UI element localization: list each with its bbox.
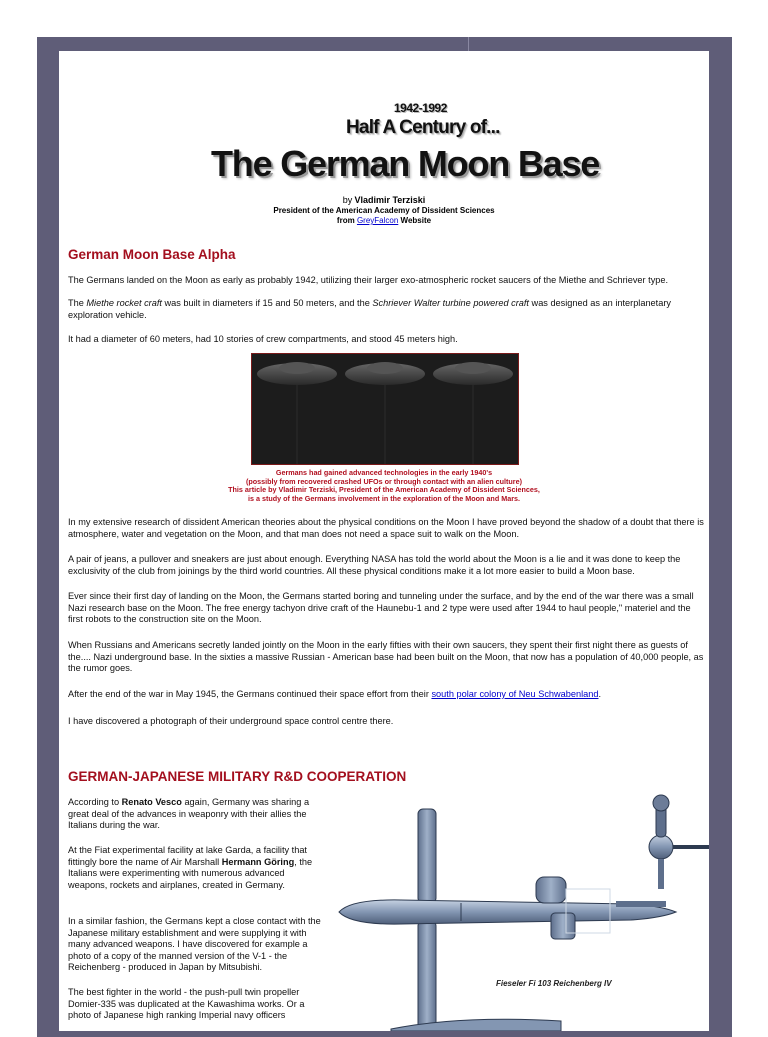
section-heading-cooperation: GERMAN-JAPANESE MILITARY R&D COOPERATION bbox=[68, 769, 407, 784]
saucer-image bbox=[252, 354, 518, 464]
paragraph: Ever since their first day of landing on the Moon, the Germans started boring and tunneling under the surface, and by the end of the war there was a small Nazi research base on the Moon. The free energy tachyon drive craft of the Haunebu-1 and 2 type were used after 1944 to haul people," materiel and the first robots to the construction site on the Moon. bbox=[68, 591, 694, 624]
figure-caption: Fieseler Fi 103 Reichenberg IV bbox=[496, 979, 612, 988]
author-role: President of the American Academy of Dissident Sciences bbox=[273, 206, 495, 215]
paragraph: In my extensive research of dissident American theories about the physical conditions on the Moon I have proved beyond the shadow of a doubt that there is atmosphere, water and vegetation on the Moon, and that man does not need a space suit to walk on the Moon. bbox=[68, 517, 704, 539]
emphasis: Schriever Walter turbine powered craft bbox=[372, 298, 529, 308]
subtitle-banner: Half A Century of... bbox=[346, 117, 500, 138]
paragraph: The best fighter in the world - the push-pull twin propeller Domier-335 was duplicated at the Kawashima works. Or a photo of Japanese high ranking Imperial navy officers bbox=[68, 987, 305, 1020]
caption-line: is a study of the Germans involvement in the exploration of the Moon and Mars. bbox=[248, 493, 520, 503]
neu-schwabenland-link[interactable]: south polar colony of Neu Schwabenland bbox=[431, 689, 599, 699]
paragraph: I have discovered a photograph of their underground space control centre there. bbox=[68, 716, 394, 726]
emphasis: Miethe rocket craft bbox=[86, 298, 162, 308]
by-label: by bbox=[342, 195, 353, 205]
paragraph: After the end of the war in May 1945, the Germans continued their space effort from their south polar colony of Neu Schwabenland. bbox=[68, 689, 602, 699]
paragraph: The Miethe rocket craft was built in diameters if 15 and 50 meters, and the Schriever Walter turbine powered craft was designed as an interplanetary exploration vehicle. bbox=[68, 298, 671, 320]
paragraph: When Russians and Americans secretly landed jointly on the Moon in the early fifties with their own saucers, they spent their first night there as guests of the.... Nazi underground base. In the sixties a massive Russian - American base had been built on the Moon, that now has a population of 40,000 people, as the rumor goes. bbox=[68, 640, 704, 673]
years-banner: 1942-1992 bbox=[394, 101, 447, 115]
side-view-icon bbox=[391, 1019, 561, 1031]
reichenberg-drawing bbox=[331, 793, 709, 1031]
section-heading-moon-base: German Moon Base Alpha bbox=[68, 247, 236, 262]
caption-line: (possibly from recovered crashed UFOs or through contact with an alien culture) bbox=[246, 476, 522, 486]
document-page bbox=[59, 51, 709, 1031]
source-link[interactable]: GreyFalcon bbox=[356, 216, 399, 225]
page-title: The German Moon Base bbox=[211, 143, 600, 184]
aircraft-figure bbox=[331, 793, 709, 1031]
top-view-icon bbox=[339, 809, 676, 1029]
paragraph: According to Renato Vesco again, Germany was sharing a great deal of the advances in weaponry with their allies the Italians during the war. bbox=[68, 797, 310, 830]
paragraph: The Germans landed on the Moon as early as probably 1942, utilizing their larger exo-atmospheric rocket saucers of the Miethe and Schriever type. bbox=[68, 275, 669, 285]
source-suffix: Website bbox=[400, 216, 432, 225]
frame-divider bbox=[468, 37, 469, 51]
person-name: Hermann Göring bbox=[221, 856, 295, 867]
paragraph: A pair of jeans, a pullover and sneakers are just about enough. Everything NASA has told the world about the Moon is a lie and it was done to keep the exclusivity of the club from joinings by the third world countries. All these physical conditions make it a lot more easier to build a Moon base. bbox=[68, 554, 681, 576]
caption-line: This article by Vladimir Terziski, President of the American Academy of Dissident Sciences, bbox=[228, 485, 540, 495]
saucer-photo bbox=[251, 353, 519, 465]
byline bbox=[59, 195, 709, 226]
paragraph: In a similar fashion, the Germans kept a close contact with the Japanese military establishment and were supplying it with many advanced weapons. I have discovered for example a photo of a copy of the manned version of the V-1 - the Reichenberg - produced in Japan by Mitsubishi. bbox=[68, 916, 321, 972]
from-label: from bbox=[336, 216, 355, 225]
image-caption bbox=[59, 469, 709, 503]
person-name: Renato Vesco bbox=[121, 797, 182, 807]
paragraph: At the Fiat experimental facility at lake Garda, a facility that fittingly bore the name of Air Marshall Hermann Göring, the Italians were experimenting with numerous advanced weapons, rockets and airplanes, created in Germany. bbox=[68, 845, 313, 890]
paragraph: It had a diameter of 60 meters, had 10 stories of crew compartments, and stood 45 meters high. bbox=[68, 334, 458, 344]
caption-line: Germans had gained advanced technologies in the early 1940's bbox=[275, 468, 493, 477]
author-name: Vladimir Terziski bbox=[354, 195, 426, 205]
front-view-icon bbox=[649, 795, 709, 889]
